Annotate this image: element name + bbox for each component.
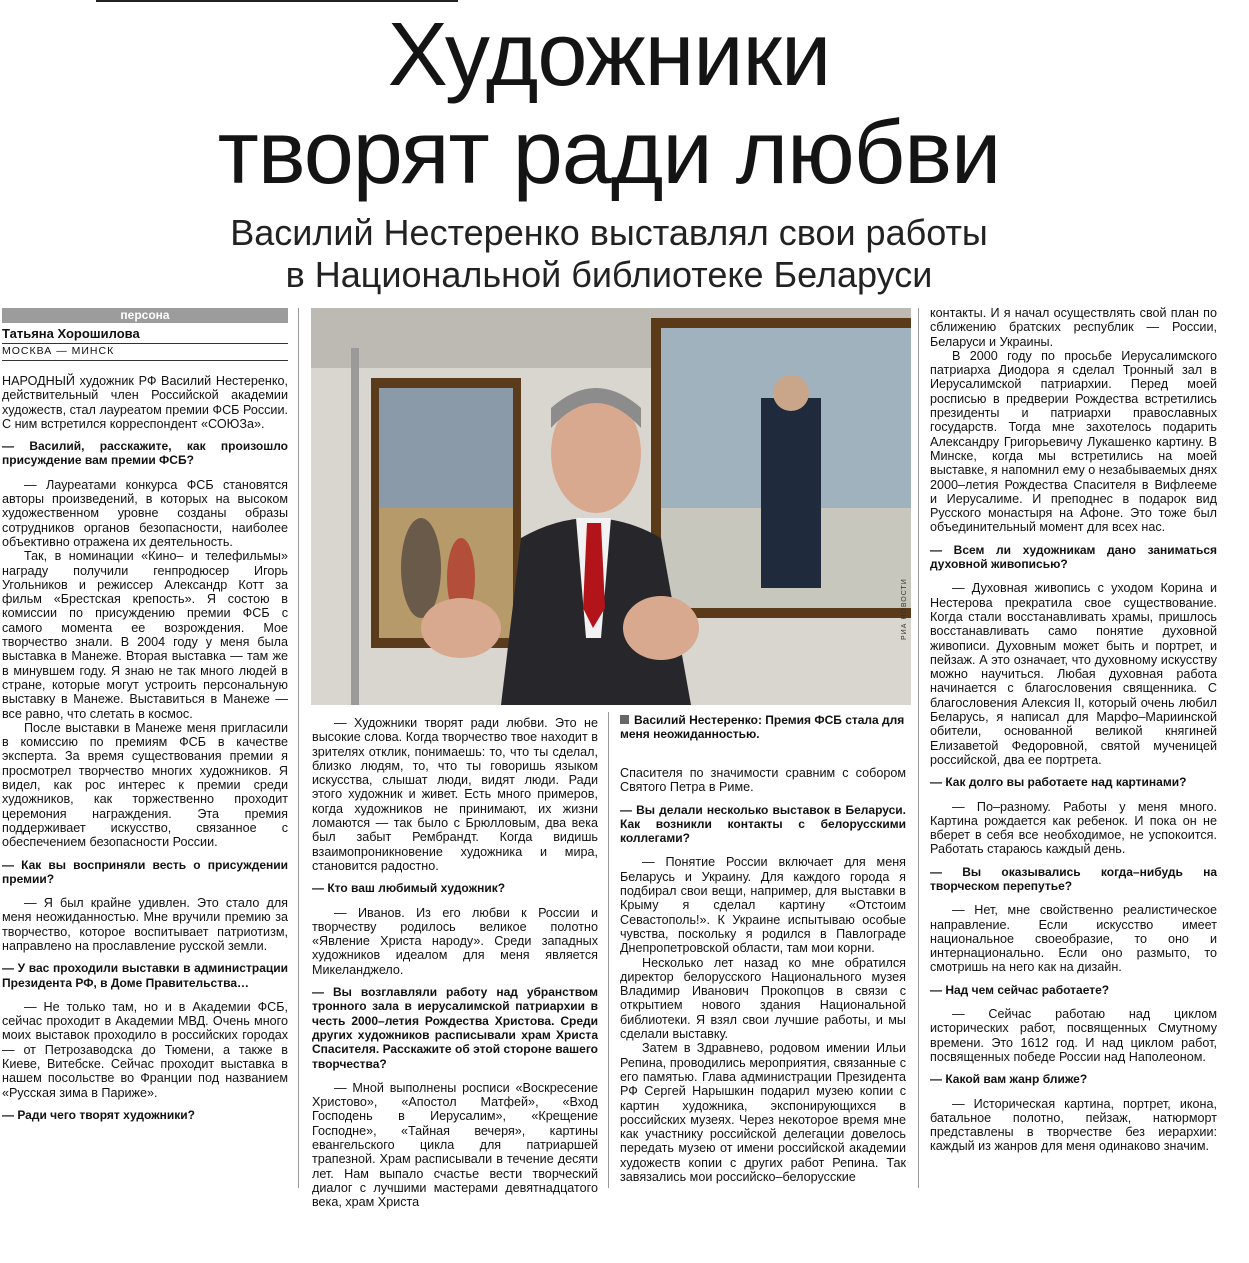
author-name: Татьяна Хорошилова (2, 326, 288, 344)
photo-illustration (311, 308, 911, 705)
answer: — Историческая картина, портрет, икона, батальное полотно, пейзаж, натюрморт представлены в творчестве без иерархии: каждый из жанров для меня одинаково значим. (930, 1096, 1217, 1154)
subheadline (0, 212, 1218, 296)
question: — Василий, расскажите, как произошло присуждение вам премии ФСБ? (2, 439, 288, 468)
headline-line-2: творят ради любви (217, 103, 1001, 203)
answer: — Художники творят ради любви. Это не высокие слова. Когда творчество твое находит в зрителях отклик, понимаешь: то, что ты сделал, близко людям, то, что ты говоришь языком искусства, слышат люди, видят люди. Ради этого художник и живет. Есть много примеров, когда художников не принимают, их жизни ломаются — так было с Брюлловым, два века был забыт Рембрандт. Когда видишь взаимопроникновение художника и мира, становится радостно. (312, 716, 598, 873)
answer: — Я был крайне удивлен. Это стало для меня неожиданностью. Мне вручили премию за творчество, которое воспитывает патриотизм, направлено на прославление русской земли. (2, 896, 288, 953)
question: — Как долго вы работаете над картинами? (930, 775, 1187, 790)
question: — Ради чего творят художники? (2, 1107, 195, 1122)
article-column-1 (2, 374, 288, 1132)
answer: — Сейчас работаю над циклом исторических работ, посвященных Смутному времени. Это 1612 год. И над циклом работ, посвященных победе России над Наполеоном. (930, 1007, 1217, 1064)
dateline: МОСКВА — МИНСК (2, 345, 288, 361)
article-column-3 (620, 766, 906, 1184)
question: — У вас проходили выставки в администрации Президента РФ, в Доме Правительства… (2, 961, 288, 990)
answer: — Иванов. Из его любви к России и творчеству родилось великое полотно «Явление Христа народу». Среди западных художников идеалом для меня является Микеланджело. (312, 905, 598, 977)
answer: Несколько лет назад ко мне обратился директор белорусского Национального музея Владимир Иванович Прокопцов в связи с открытием нового здания Национальной библиотеки. Я взял свои лучшие работы, и мы сделали выставку. (620, 955, 906, 1042)
photo-credit: РИА НОВОСТИ (901, 578, 908, 640)
article-column-2 (312, 716, 598, 1210)
caption-text: Василий Нестеренко: Премия ФСБ стала для меня неожиданностью. (620, 713, 905, 741)
answer: — Лауреатами конкурса ФСБ становятся авторы произведений, в которых на высоком художественном уровне созданы образы сотрудников органов безопасности, наиболее объективно отражена их деятельность. (2, 477, 288, 549)
question: — Как вы восприняли весть о присуждении премии? (2, 857, 288, 886)
lead-paragraph: НАРОДНЫЙ художник РФ Василий Нестеренко, действительный член Российской академии художеств, стал лауреатом премии ФСБ России. С ним встретился корреспондент «СОЮЗа». (2, 374, 288, 431)
answer: — Мной выполнены росписи «Воскресение Христово», «Апостол Матфей», «Вход Господень в Иерусалим», «Крещение Господне», «Тайная вечеря», картины евангельского цикла для патриаршей трапезной. Храм расписывали в течение десяти лет. Нам выпало счастье вести творческий диалог с лучшими мастерами девятнадцатого века, храм Христа (312, 1080, 598, 1210)
answer: — Нет, мне свойственно реалистическое направление. Если искусство имеет национальное своеобразие, то оно и интернационально. Если оно размыто, то смотришь на него как на дизайн. (930, 903, 1217, 975)
article-column-4 (930, 306, 1217, 1154)
answer: — Понятие России включает для меня Беларусь и Украину. Для каждого города я подбирал свои вещи, например, для выставки в Крыму я сделал картину «Отстоим Севастополь!». К Украине испытываю особые чувства, поскольку я родился в Павлограде Днепропетровской области, там мои корни. (620, 855, 906, 956)
rubric-label: персона (2, 308, 288, 323)
answer: В 2000 году по просьбе Иерусалимского патриарха Диодора я сделал Тронный зал в Иерусалимской патриархии. Перед моей росписью в предверии Рождества встретились президенты и патриархи православных государств. Тогда мне захотелось подарить Александру Григорьевичу Лукашенко картину. В Минске, когда мы встретились на моей выставке, я напомнил ему о незабываемых днях 2000–летия Рождества Спасителя в Вифлееме и Иерусалиме. И преподнес в подарок вид Русского монастыря на Афоне. Это тоже был объединительный момент для всех нас. (930, 348, 1217, 535)
caption-marker (620, 715, 629, 724)
question: — Вы оказывались когда–нибудь на творческом перепутье? (930, 864, 1217, 893)
answer-continued: Спасителя по значимости сравним с собором Святого Петра в Риме. (620, 766, 906, 795)
subhead-line-1: Василий Нестеренко выставлял свои работы (230, 212, 988, 253)
answer: После выставки в Манеже меня пригласили в комиссию по премиям ФСБ в качестве эксперта. За время существования премии я просмотрел творчество многих художников. Я видел, как рос интерес к премии среди художников, как торжественно проходит церемония награждения. Эта премия поддерживает искусство, связанное с обеспечением безопасности России. (2, 720, 288, 850)
article-photo (311, 308, 911, 705)
column-divider (298, 308, 299, 1188)
answer: Затем в Здравнево, родовом имении Ильи Репина, проводились мероприятия, связанные с его памятью. Глава администрации Президента РФ Сергей Нарышкин подарил музею копии с картин художника, экспонирующихся в российских музеях. Через некоторое время мне как участнику российской делегации довелось передать музею от имени российской академии художеств копии с других работ Репина. Так завязались мои российско–белорусские (620, 1041, 906, 1185)
question: — Вы делали несколько выставок в Беларуси. Как возникли контакты с белорусскими коллегами? (620, 802, 906, 846)
answer: Так, в номинации «Кино– и телефильмы» награду получили генпродюсер Игорь Угольников и режиссер Александр Котт за фильм «Брестская крепость». Я состою в комиссии по присуждению премии ФСБ с самого момента ее возрождения. Мое творчество знали. В 2004 году у меня была выставка в Манеже. Вторая выставка — там же в минувшем году. Я знаю не так много людей в стране, которые могут устроить персональную выставку в Манеже. Выставиться в Манеже — все равно, что слетать в космос. (2, 549, 288, 721)
column-divider (608, 712, 609, 1188)
column-divider (918, 308, 919, 1188)
answer: — Духовная живопись с уходом Корина и Нестерова прекратила свое существование. Когда стали восстанавливать храмы, пришлось восстанавливать само понятие духовной живописи. Духовным может быть и портрет, и пейзаж. А это означает, что духовному искусству можно научиться. Любая духовная работа начинается с благословения священника. С благословения Алексия II, который очень любил Беларусь, я написал для Марфо–Мариинской обители, основанной великой княгиней Елизаветой Федоровной, святой мученицей российской, два ее портрета. (930, 581, 1217, 767)
answer: — По–разному. Работы у меня много. Картина рождается как ребенок. И пока он не вберет в себя все необходимое, не успокоится. Работать стараюсь каждый день. (930, 799, 1217, 857)
question: — Над чем сейчас работаете? (930, 982, 1110, 997)
photo-caption (620, 713, 905, 741)
answer: — Не только там, но и в Академии ФСБ, сейчас проходит в Академии МВД. Очень много моих выставок проходило в российских городах — от Петрозаводска до Тюмени, а также в Киеве, Витебске. Сейчас проходит выставка в нашем посольстве во Франции под названием «Русская зима в Париже». (2, 999, 288, 1100)
question: — Кто ваш любимый художник? (312, 881, 506, 896)
headline (0, 6, 1218, 202)
question: — Какой вам жанр ближе? (930, 1072, 1088, 1087)
answer-continued: контакты. И я начал осуществлять свой план по сближению братских республик — России, Беларуси и Украины. (930, 306, 1217, 349)
headline-line-1: Художники (387, 5, 831, 105)
top-rule (96, 0, 458, 2)
subhead-line-2: в Национальной библиотеке Беларуси (285, 254, 933, 295)
question: — Всем ли художникам дано заниматься духовной живописью? (930, 542, 1217, 572)
question: — Вы возглавляли работу над убранством тронного зала в иерусалимской патриархии в честь 2000–летия Рождества Христова. Среди других художников расписывали храм Христа Спасителя. Расскажите об этой стороне вашего творчества? (312, 985, 598, 1071)
